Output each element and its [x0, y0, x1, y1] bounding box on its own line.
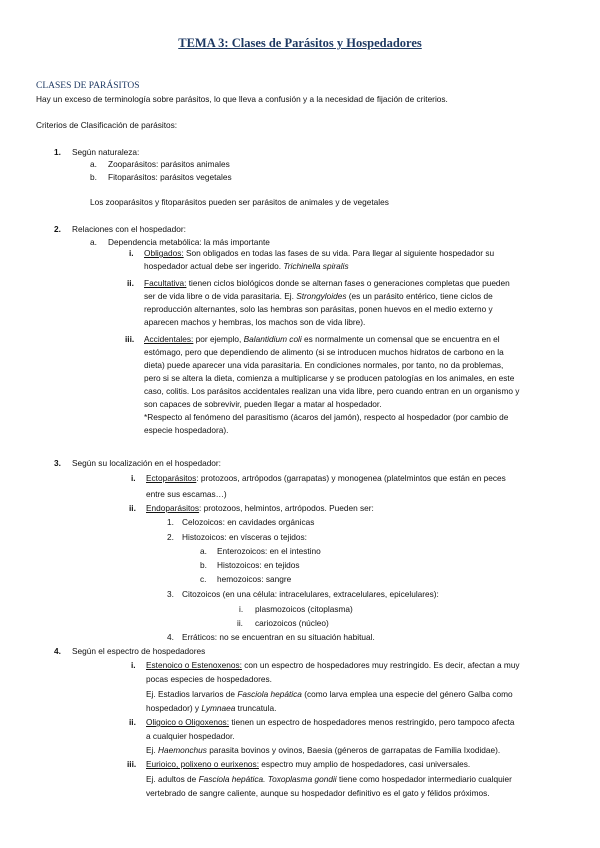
criterion-2-number: 2.: [54, 224, 61, 234]
text-run: : protozoos, artrópodos (garrapatas) y monogenea (platelmintos que están en peces: [196, 473, 506, 483]
list-item: Citozoicos (en una célula: intracelulares, extracelulares, epicelulares):: [182, 589, 439, 599]
item-marker: c.: [200, 574, 207, 584]
species-name: Trichinella spiralis: [283, 261, 349, 271]
criterion-1-number: 1.: [54, 147, 61, 157]
text-run: tiene como hospedador intermediario cualquier: [336, 774, 512, 784]
criterion-4-number: 4.: [54, 646, 61, 656]
species-name: Haemonchus: [158, 745, 207, 755]
paragraph-line: [146, 758, 470, 771]
criterion-1-label: Según naturaleza:: [72, 147, 140, 157]
list-item: Dependencia metabólica: la más importante: [108, 237, 270, 247]
item-marker: iii.: [127, 759, 137, 769]
text-run: hospedador) y: [146, 703, 202, 713]
paragraph-line: pero si se altera la dieta, comienza a multiplicarse y se producen patologías en los animales, en este: [144, 373, 515, 383]
text-run: tienen un espectro de hospedadores menos restringido, pero tampoco afecta: [229, 717, 515, 727]
text-run: Ej. Estadios larvarios de: [146, 689, 238, 699]
paragraph-line: [144, 333, 500, 346]
item-marker: 4.: [167, 632, 174, 642]
paragraph-line: [144, 247, 494, 260]
item-marker: a.: [90, 237, 97, 247]
text-run: Ej.: [146, 745, 158, 755]
term-endoparasitos: Endoparásitos: [146, 503, 200, 513]
term-eurioico: Eurioico, polixeno o eurixenos:: [146, 759, 259, 769]
paragraph-line: dieta) puede aparecer una vida parasitaria. En condiciones normales, por tanto, no da problemas,: [144, 360, 504, 370]
text-run: parasita bovinos y ovinos, Baesia (géneros de garrapatas de Familia Ixodidae).: [206, 745, 501, 755]
species-name: Balantidium coli: [243, 334, 302, 344]
item-marker: ii.: [127, 278, 134, 288]
paragraph-line: caso, colitis. Los parásitos accidentales realizan una vida libre, pero cuando entran en un organismo y: [144, 386, 520, 396]
text-run: (es un parásito entérico, tiene ciclos de: [346, 291, 493, 301]
list-item: hemozoicos: sangre: [217, 574, 292, 584]
text-run: tienen ciclos biológicos donde se alternan fases o generaciones completas que pueden: [186, 278, 510, 288]
text-run: con un espectro de hospedadores muy restringido. Es decir, afectan a muy: [241, 660, 520, 670]
list-item: cariozoicos (núcleo): [255, 618, 329, 628]
text-run: (como larva emplea una especie del género Galba como: [301, 689, 513, 699]
criterion-3-label: Según su localización en el hospedador:: [72, 458, 221, 468]
text-run: es normalmente un comensal que se encuentra en el: [301, 334, 500, 344]
paragraph-line: [146, 702, 276, 715]
paragraph-line: pocas especies de hospedadores.: [146, 674, 272, 684]
paragraph-line: [144, 290, 493, 303]
text-run: : protozoos, helmintos, artrópodos. Pueden ser:: [199, 503, 374, 513]
text-run: espectro muy amplio de hospedadores, casi universales.: [259, 759, 471, 769]
item-marker: a.: [90, 159, 97, 169]
text-run: truncatula.: [235, 703, 277, 713]
paragraph-line: especie hospedadora).: [144, 425, 229, 435]
item-marker: a.: [200, 546, 207, 556]
list-item: Fitoparásitos: parásitos vegetales: [108, 172, 232, 182]
term-estenoico: Estenoico o Estenoxenos:: [146, 660, 242, 670]
term-accidentales: Accidentales:: [144, 334, 194, 344]
item-marker: ii.: [129, 503, 136, 513]
list-item: Celozoicos: en cavidades orgánicas: [182, 517, 315, 527]
list-item: Enterozoicos: en el intestino: [217, 546, 321, 556]
item-marker: 2.: [167, 532, 174, 542]
text-run: Ej. adultos de: [146, 774, 199, 784]
term-ectoparasitos: Ectoparásitos: [146, 473, 197, 483]
paragraph-line: aparecen machos y hembras, los machos son de vida libre).: [144, 317, 366, 327]
species-name: Fasciola hepática: [237, 689, 302, 699]
paragraph-line: [144, 277, 510, 290]
page-title: TEMA 3: Clases de Parásitos y Hospedadores: [178, 36, 422, 50]
item-marker: ii.: [129, 717, 136, 727]
paragraph-line: estómago, pero que dependiendo de alimento (si se introducen muchos hidratos de carbono en la: [144, 347, 504, 357]
criteria-heading: Criterios de Clasificación de parásitos:: [36, 120, 178, 130]
text-run: hospedador actual debe ser ingerido.: [144, 261, 284, 271]
text-run: por ejemplo,: [193, 334, 244, 344]
item-marker: b.: [90, 172, 97, 182]
paragraph-line: [146, 716, 515, 729]
paragraph-line: [146, 472, 506, 485]
item-marker: i.: [131, 473, 136, 483]
term-facultativa: Facultativa:: [144, 278, 187, 288]
paragraph-line: *Respecto al fenómeno del parasitismo (ácaros del jamón), respecto al hospedador (por cambio de: [144, 412, 509, 422]
paragraph-line: a cualquier hospedador.: [146, 731, 235, 741]
intro-text: Hay un exceso de terminología sobre parásitos, lo que lleva a confusión y a la necesidad de fijación de criterios.: [36, 94, 448, 104]
list-item: Erráticos: no se encuentran en su situación habitual.: [182, 632, 375, 642]
paragraph-line: [146, 773, 512, 786]
item-marker: b.: [200, 560, 207, 570]
criterion-2-label: Relaciones con el hospedador:: [72, 224, 186, 234]
paragraph-line: entre sus escamas…): [146, 489, 227, 499]
list-item: plasmozoicos (citoplasma): [255, 604, 353, 614]
item-marker: 1.: [167, 517, 174, 527]
criterion-3-number: 3.: [54, 458, 61, 468]
paragraph-line: [144, 260, 349, 273]
text-run: Son obligados en todas las fases de su vida. Para llegar al siguiente hospedador su: [183, 248, 495, 258]
paragraph-line: [146, 659, 520, 672]
species-name: Strongyloides: [296, 291, 347, 301]
item-marker: i.: [131, 660, 136, 670]
section-heading: CLASES DE PARÁSITOS: [36, 81, 140, 91]
paragraph-line: [146, 502, 374, 515]
species-name: Fasciola hepática. Toxoplasma gondii: [198, 774, 337, 784]
list-item: Histozoicos: en vísceras o tejidos:: [182, 532, 307, 542]
paragraph-line: [146, 744, 500, 757]
text-run: ser de vida libre o de vida parasitaria. Ej.: [144, 291, 297, 301]
paragraph-line: vertebrado de sangre caliente, aunque su hospedador definitivo es el gato y félidos próximos.: [146, 788, 490, 798]
item-marker: iii.: [125, 334, 135, 344]
item-marker: i.: [129, 248, 134, 258]
criterion-4-label: Según el espectro de hospedadores: [72, 646, 206, 656]
note-text: Los zooparásitos y fitoparásitos pueden ser parásitos de animales y de vegetales: [90, 197, 389, 207]
list-item: Histozoicos: en tejidos: [217, 560, 300, 570]
paragraph-line: [146, 688, 513, 701]
species-name: Lymnaea: [201, 703, 236, 713]
paragraph-line: son capaces de sobrevivir, pueden llegar a matar al hospedador.: [144, 399, 382, 409]
term-oligoico: Oligoico o Oligoxenos:: [146, 717, 230, 727]
item-marker: ii.: [237, 618, 243, 628]
paragraph-line: reproducción alternantes, solo las hembras son parásitas, ponen huevos en el medio externo y: [144, 304, 493, 314]
list-item: Zooparásitos: parásitos animales: [108, 159, 230, 169]
term-obligados: Obligados:: [144, 248, 184, 258]
item-marker: i.: [239, 604, 244, 614]
item-marker: 3.: [167, 589, 174, 599]
